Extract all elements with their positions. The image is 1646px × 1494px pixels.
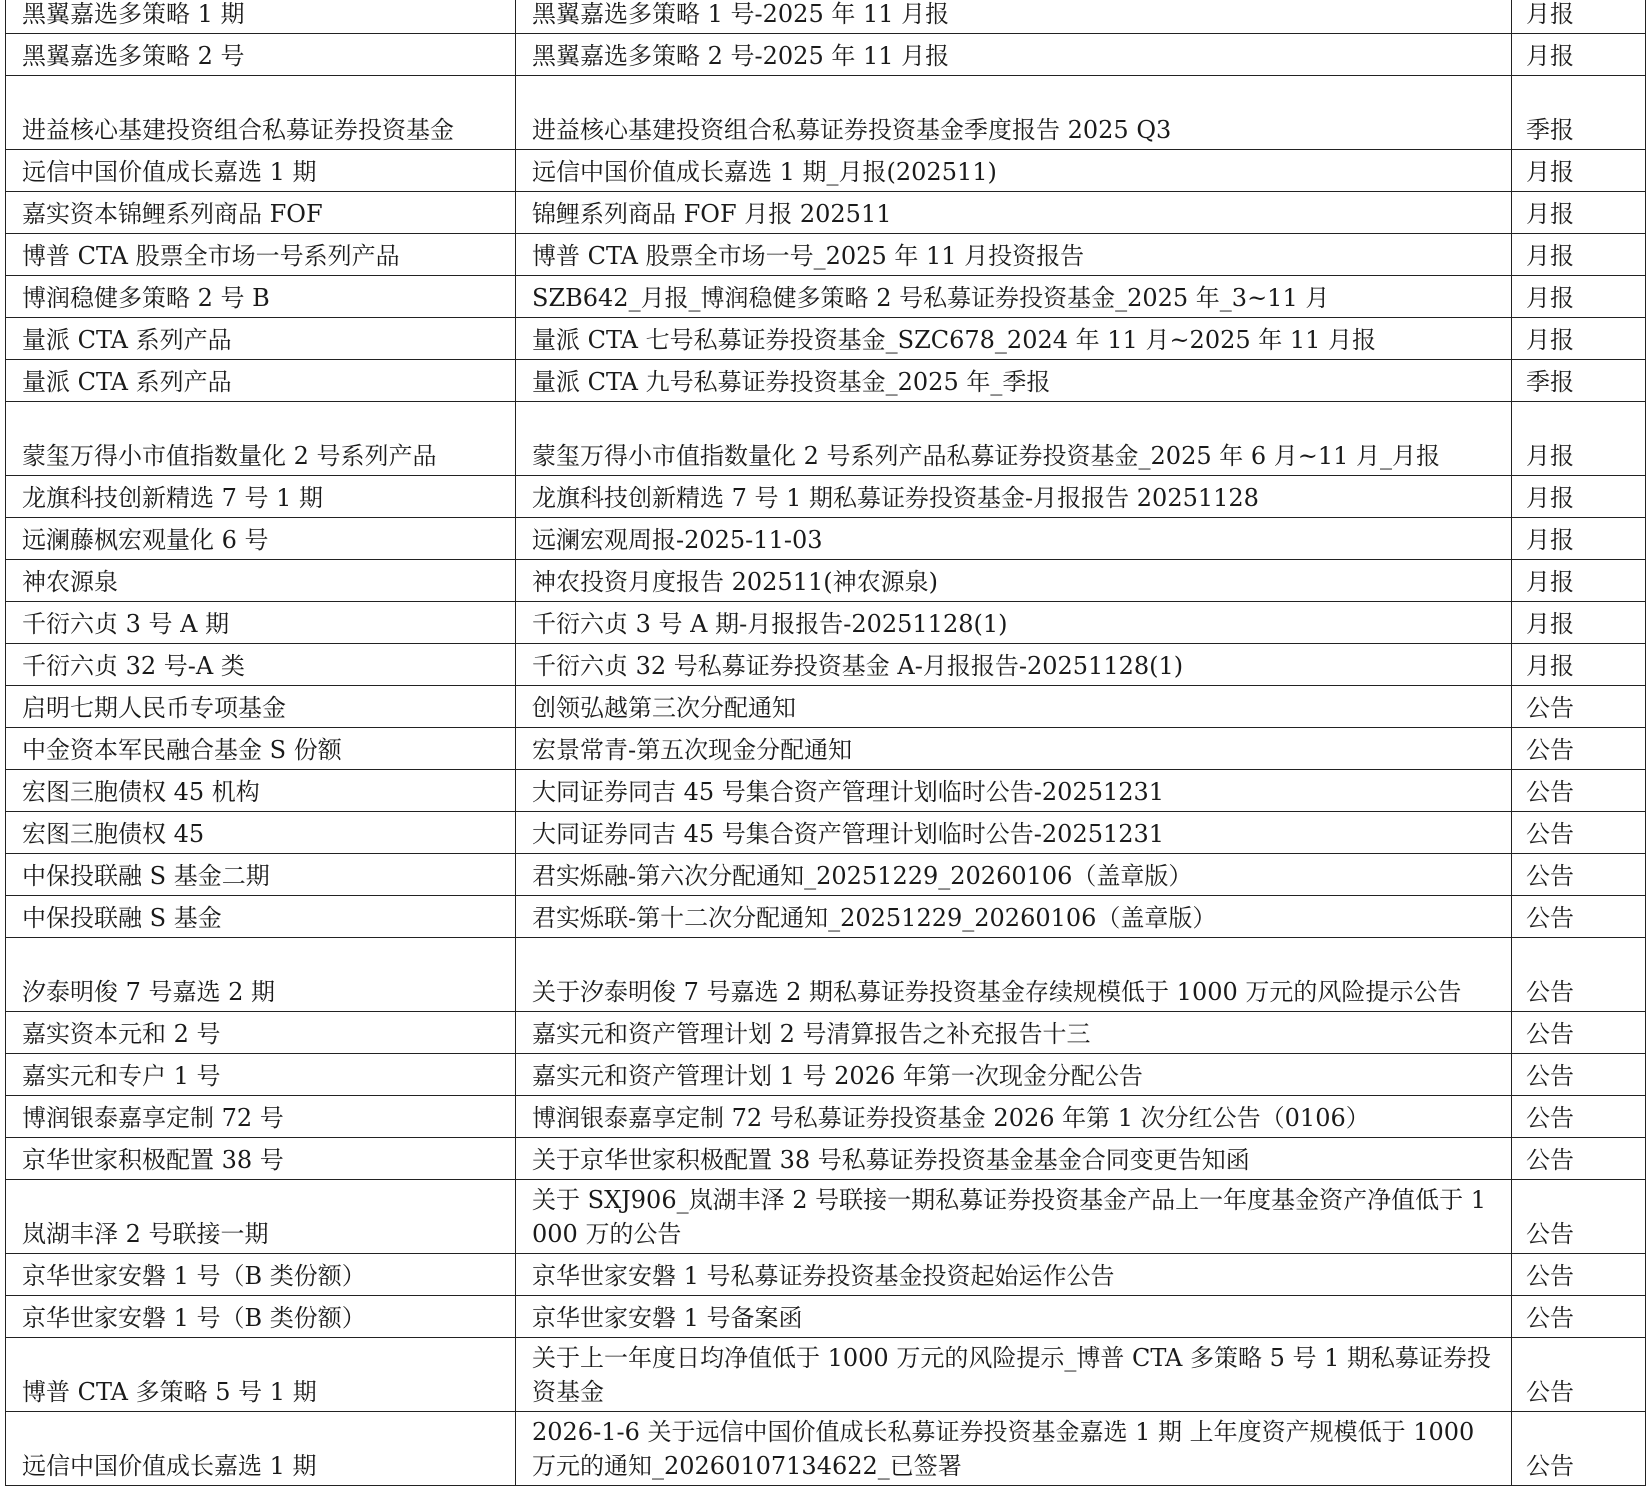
fund-report-table (5, 0, 1646, 1486)
fund-name: 博普 CTA 多策略 5 号 1 期 (22, 1378, 317, 1406)
fund-name: 中保投联融 S 基金 (22, 904, 222, 932)
report-title: 创领弘越第三次分配通知 (532, 694, 796, 722)
report-type-cell (1512, 812, 1646, 854)
report-type: 公告 (1526, 820, 1574, 848)
fund-name-cell (6, 1412, 516, 1486)
fund-name: 远澜藤枫宏观量化 6 号 (22, 526, 269, 554)
fund-name: 宏图三胞债权 45 (22, 820, 205, 848)
table-row (6, 1254, 1646, 1296)
report-title-cell (516, 1180, 1512, 1254)
fund-name-cell (6, 76, 516, 150)
fund-name-cell (6, 1054, 516, 1096)
report-title: 黑翼嘉选多策略 1 号-2025 年 11 月报 (532, 0, 950, 28)
fund-name: 嘉实元和专户 1 号 (22, 1062, 221, 1090)
fund-name: 嘉实资本元和 2 号 (22, 1020, 221, 1048)
report-title-cell (516, 1012, 1512, 1054)
report-type-cell (1512, 938, 1646, 1012)
report-title: 博普 CTA 股票全市场一号_2025 年 11 月投资报告 (532, 242, 1085, 270)
fund-name-cell (6, 1180, 516, 1254)
report-type-cell (1512, 276, 1646, 318)
fund-name: 量派 CTA 系列产品 (22, 368, 232, 396)
report-title-cell (516, 602, 1512, 644)
fund-name-cell (6, 560, 516, 602)
report-type-cell (1512, 234, 1646, 276)
report-type: 月报 (1526, 442, 1574, 470)
table-row (6, 1012, 1646, 1054)
report-title-cell (516, 1096, 1512, 1138)
report-type: 公告 (1526, 1262, 1574, 1290)
report-type: 季报 (1526, 368, 1574, 396)
report-title-cell (516, 1138, 1512, 1180)
fund-name-cell (6, 0, 516, 34)
report-type-cell (1512, 318, 1646, 360)
report-title: 锦鲤系列商品 FOF 月报 202511 (532, 200, 892, 228)
table-row (6, 150, 1646, 192)
report-title: 嘉实元和资产管理计划 1 号 2026 年第一次现金分配公告 (532, 1062, 1143, 1090)
table-row (6, 1412, 1646, 1486)
report-title-cell (516, 728, 1512, 770)
report-type-cell (1512, 476, 1646, 518)
report-title-cell (516, 1412, 1512, 1486)
report-title: 黑翼嘉选多策略 2 号-2025 年 11 月报 (532, 42, 950, 70)
report-title: 龙旗科技创新精选 7 号 1 期私募证券投资基金-月报报告 20251128 (532, 484, 1259, 512)
report-type-cell (1512, 896, 1646, 938)
fund-name-cell (6, 896, 516, 938)
report-type-cell (1512, 402, 1646, 476)
report-title: 蒙玺万得小市值指数量化 2 号系列产品私募证券投资基金_2025 年 6 月~11 月_月报 (532, 442, 1441, 470)
report-type-cell (1512, 1138, 1646, 1180)
report-type: 月报 (1526, 568, 1574, 596)
report-title: 嘉实元和资产管理计划 2 号清算报告之补充报告十三 (532, 1020, 1091, 1048)
table-row (6, 1054, 1646, 1096)
fund-name: 汐泰明俊 7 号嘉选 2 期 (22, 978, 276, 1006)
report-type: 公告 (1526, 778, 1574, 806)
fund-name: 龙旗科技创新精选 7 号 1 期 (22, 484, 324, 512)
report-title-cell (516, 360, 1512, 402)
report-title-cell (516, 560, 1512, 602)
fund-name-cell (6, 728, 516, 770)
fund-name-cell (6, 1012, 516, 1054)
fund-name: 博润银泰嘉享定制 72 号 (22, 1104, 284, 1132)
fund-name-cell (6, 34, 516, 76)
table-row (6, 1296, 1646, 1338)
report-title: 京华世家安磐 1 号备案函 (532, 1304, 803, 1332)
report-type: 公告 (1526, 1220, 1574, 1248)
report-type: 月报 (1526, 0, 1574, 28)
report-title-cell (516, 686, 1512, 728)
fund-name: 黑翼嘉选多策略 2 号 (22, 42, 245, 70)
report-title: 大同证券同吉 45 号集合资产管理计划临时公告-20251231 (532, 820, 1165, 848)
report-type-cell (1512, 1296, 1646, 1338)
report-title-cell (516, 518, 1512, 560)
report-type: 月报 (1526, 484, 1574, 512)
fund-name: 中保投联融 S 基金二期 (22, 862, 270, 890)
table-row (6, 728, 1646, 770)
table-row (6, 1180, 1646, 1254)
report-type: 月报 (1526, 158, 1574, 186)
report-type-cell (1512, 360, 1646, 402)
report-title-cell (516, 854, 1512, 896)
report-title: 2026-1-6 关于远信中国价值成长私募证券投资基金嘉选 1 期 上年度资产规模低于 1000 万元的通知_20260107134622_已签署 (532, 1418, 1475, 1480)
report-type-cell (1512, 150, 1646, 192)
report-title-cell (516, 192, 1512, 234)
table-row (6, 938, 1646, 1012)
report-title: 关于京华世家积极配置 38 号私募证券投资基金基金合同变更告知函 (532, 1146, 1250, 1174)
report-type: 公告 (1526, 1452, 1574, 1480)
table-row (6, 0, 1646, 34)
fund-name: 蒙玺万得小市值指数量化 2 号系列产品 (22, 442, 437, 470)
table-row (6, 770, 1646, 812)
report-type-cell (1512, 1012, 1646, 1054)
report-type-cell (1512, 854, 1646, 896)
report-title: 远澜宏观周报-2025-11-03 (532, 526, 823, 554)
report-title-cell (516, 34, 1512, 76)
fund-name-cell (6, 276, 516, 318)
report-type: 月报 (1526, 42, 1574, 70)
report-title: 进益核心基建投资组合私募证券投资基金季度报告 2025 Q3 (532, 116, 1172, 144)
fund-name: 嘉实资本锦鲤系列商品 FOF (22, 200, 323, 228)
table-row (6, 1138, 1646, 1180)
table-row (6, 644, 1646, 686)
fund-name-cell (6, 318, 516, 360)
fund-name-cell (6, 1338, 516, 1412)
report-type-cell (1512, 560, 1646, 602)
report-type-cell (1512, 76, 1646, 150)
report-title: 关于上一年度日均净值低于 1000 万元的风险提示_博普 CTA 多策略 5 号 1 期私募证券投资基金 (532, 1344, 1492, 1406)
fund-name-cell (6, 686, 516, 728)
report-title: 京华世家安磐 1 号私募证券投资基金投资起始运作公告 (532, 1262, 1115, 1290)
report-type-cell (1512, 0, 1646, 34)
fund-name: 神农源泉 (22, 568, 118, 596)
report-type: 公告 (1526, 1378, 1574, 1406)
fund-name-cell (6, 644, 516, 686)
report-title: 远信中国价值成长嘉选 1 期_月报(202511) (532, 158, 997, 186)
fund-name-cell (6, 1254, 516, 1296)
table-row (6, 360, 1646, 402)
report-type: 公告 (1526, 904, 1574, 932)
table-row (6, 812, 1646, 854)
table-row (6, 476, 1646, 518)
report-title: 量派 CTA 七号私募证券投资基金_SZC678_2024 年 11 月~2025 年 11 月报 (532, 326, 1377, 354)
report-title: 千衍六贞 32 号私募证券投资基金 A-月报报告-20251128(1) (532, 652, 1184, 680)
report-title-cell (516, 1254, 1512, 1296)
report-title-cell (516, 1054, 1512, 1096)
fund-name: 中金资本军民融合基金 S 份额 (22, 736, 342, 764)
report-title-cell (516, 644, 1512, 686)
report-title-cell (516, 770, 1512, 812)
table-row (6, 34, 1646, 76)
report-title: 关于汐泰明俊 7 号嘉选 2 期私募证券投资基金存续规模低于 1000 万元的风险提示公告 (532, 978, 1462, 1006)
table-row (6, 854, 1646, 896)
report-title-cell (516, 812, 1512, 854)
report-type-cell (1512, 686, 1646, 728)
fund-name: 京华世家安磐 1 号（B 类份额） (22, 1262, 366, 1290)
fund-name: 千衍六贞 3 号 A 期 (22, 610, 230, 638)
table-row (6, 602, 1646, 644)
report-type: 公告 (1526, 1062, 1574, 1090)
report-type: 月报 (1526, 242, 1574, 270)
report-title-cell (516, 234, 1512, 276)
table-row (6, 276, 1646, 318)
report-title-cell (516, 402, 1512, 476)
fund-name: 远信中国价值成长嘉选 1 期 (22, 158, 317, 186)
fund-name-cell (6, 518, 516, 560)
table-row (6, 402, 1646, 476)
table-row (6, 518, 1646, 560)
report-title-cell (516, 276, 1512, 318)
fund-name-cell (6, 234, 516, 276)
fund-name-cell (6, 602, 516, 644)
fund-name-cell (6, 476, 516, 518)
report-type: 月报 (1526, 284, 1574, 312)
report-type-cell (1512, 1338, 1646, 1412)
table-row (6, 1096, 1646, 1138)
table-row (6, 76, 1646, 150)
report-title: 神农投资月度报告 202511(神农源泉) (532, 568, 938, 596)
report-title-cell (516, 150, 1512, 192)
report-title-cell (516, 896, 1512, 938)
report-type-cell (1512, 1096, 1646, 1138)
report-type: 季报 (1526, 116, 1574, 144)
report-title: SZB642_月报_博润稳健多策略 2 号私募证券投资基金_2025 年_3~11 月 (532, 284, 1330, 312)
report-type: 公告 (1526, 1104, 1574, 1132)
report-title: 大同证券同吉 45 号集合资产管理计划临时公告-20251231 (532, 778, 1165, 806)
report-title: 关于 SXJ906_岚湖丰泽 2 号联接一期私募证券投资基金产品上一年度基金资产净值低于 1000 万的公告 (532, 1186, 1487, 1248)
report-title: 量派 CTA 九号私募证券投资基金_2025 年_季报 (532, 368, 1051, 396)
table-row (6, 1338, 1646, 1412)
report-type-cell (1512, 34, 1646, 76)
fund-name-cell (6, 854, 516, 896)
fund-name: 京华世家安磐 1 号（B 类份额） (22, 1304, 366, 1332)
report-title-cell (516, 318, 1512, 360)
report-title-cell (516, 1296, 1512, 1338)
report-title: 宏景常青-第五次现金分配通知 (532, 736, 853, 764)
report-type: 月报 (1526, 610, 1574, 638)
report-type: 公告 (1526, 694, 1574, 722)
report-type: 月报 (1526, 326, 1574, 354)
fund-name: 启明七期人民币专项基金 (22, 694, 286, 722)
report-type-cell (1512, 1412, 1646, 1486)
table-row (6, 192, 1646, 234)
fund-name-cell (6, 770, 516, 812)
report-type-cell (1512, 770, 1646, 812)
fund-name: 博普 CTA 股票全市场一号系列产品 (22, 242, 400, 270)
report-type-cell (1512, 518, 1646, 560)
report-title-cell (516, 476, 1512, 518)
report-title-cell (516, 76, 1512, 150)
report-type-cell (1512, 1180, 1646, 1254)
report-title: 博润银泰嘉享定制 72 号私募证券投资基金 2026 年第 1 次分红公告（0106） (532, 1104, 1370, 1132)
report-type-cell (1512, 1254, 1646, 1296)
fund-name-cell (6, 812, 516, 854)
report-type-cell (1512, 602, 1646, 644)
fund-name: 岚湖丰泽 2 号联接一期 (22, 1220, 269, 1248)
report-type-cell (1512, 1054, 1646, 1096)
report-title-cell (516, 938, 1512, 1012)
fund-name-cell (6, 1096, 516, 1138)
fund-name: 宏图三胞债权 45 机构 (22, 778, 260, 806)
fund-name: 远信中国价值成长嘉选 1 期 (22, 1452, 317, 1480)
fund-name: 黑翼嘉选多策略 1 期 (22, 0, 245, 28)
fund-name-cell (6, 402, 516, 476)
fund-name-cell (6, 1296, 516, 1338)
report-type: 公告 (1526, 1146, 1574, 1174)
fund-name: 博润稳健多策略 2 号 B (22, 284, 270, 312)
report-type: 公告 (1526, 1304, 1574, 1332)
fund-name-cell (6, 360, 516, 402)
report-type-cell (1512, 728, 1646, 770)
report-type: 公告 (1526, 1020, 1574, 1048)
report-title: 千衍六贞 3 号 A 期-月报报告-20251128(1) (532, 610, 1008, 638)
report-type: 公告 (1526, 736, 1574, 764)
report-type: 月报 (1526, 652, 1574, 680)
fund-name-cell (6, 192, 516, 234)
report-title: 君实烁融-第六次分配通知_20251229_20260106（盖章版） (532, 862, 1193, 890)
report-type: 公告 (1526, 862, 1574, 890)
table-row (6, 318, 1646, 360)
fund-name-cell (6, 938, 516, 1012)
report-type-cell (1512, 192, 1646, 234)
table-body (6, 0, 1646, 1486)
table-row (6, 686, 1646, 728)
table-row (6, 560, 1646, 602)
fund-name-cell (6, 1138, 516, 1180)
report-title-cell (516, 1338, 1512, 1412)
report-type: 公告 (1526, 978, 1574, 1006)
fund-name: 进益核心基建投资组合私募证券投资基金 (22, 116, 454, 144)
report-type: 月报 (1526, 200, 1574, 228)
report-type: 月报 (1526, 526, 1574, 554)
report-type-cell (1512, 644, 1646, 686)
fund-name: 量派 CTA 系列产品 (22, 326, 232, 354)
fund-name: 京华世家积极配置 38 号 (22, 1146, 284, 1174)
report-title: 君实烁联-第十二次分配通知_20251229_20260106（盖章版） (532, 904, 1217, 932)
report-title-cell (516, 0, 1512, 34)
fund-name-cell (6, 150, 516, 192)
fund-name: 千衍六贞 32 号-A 类 (22, 652, 245, 680)
table-row (6, 234, 1646, 276)
table-row (6, 896, 1646, 938)
